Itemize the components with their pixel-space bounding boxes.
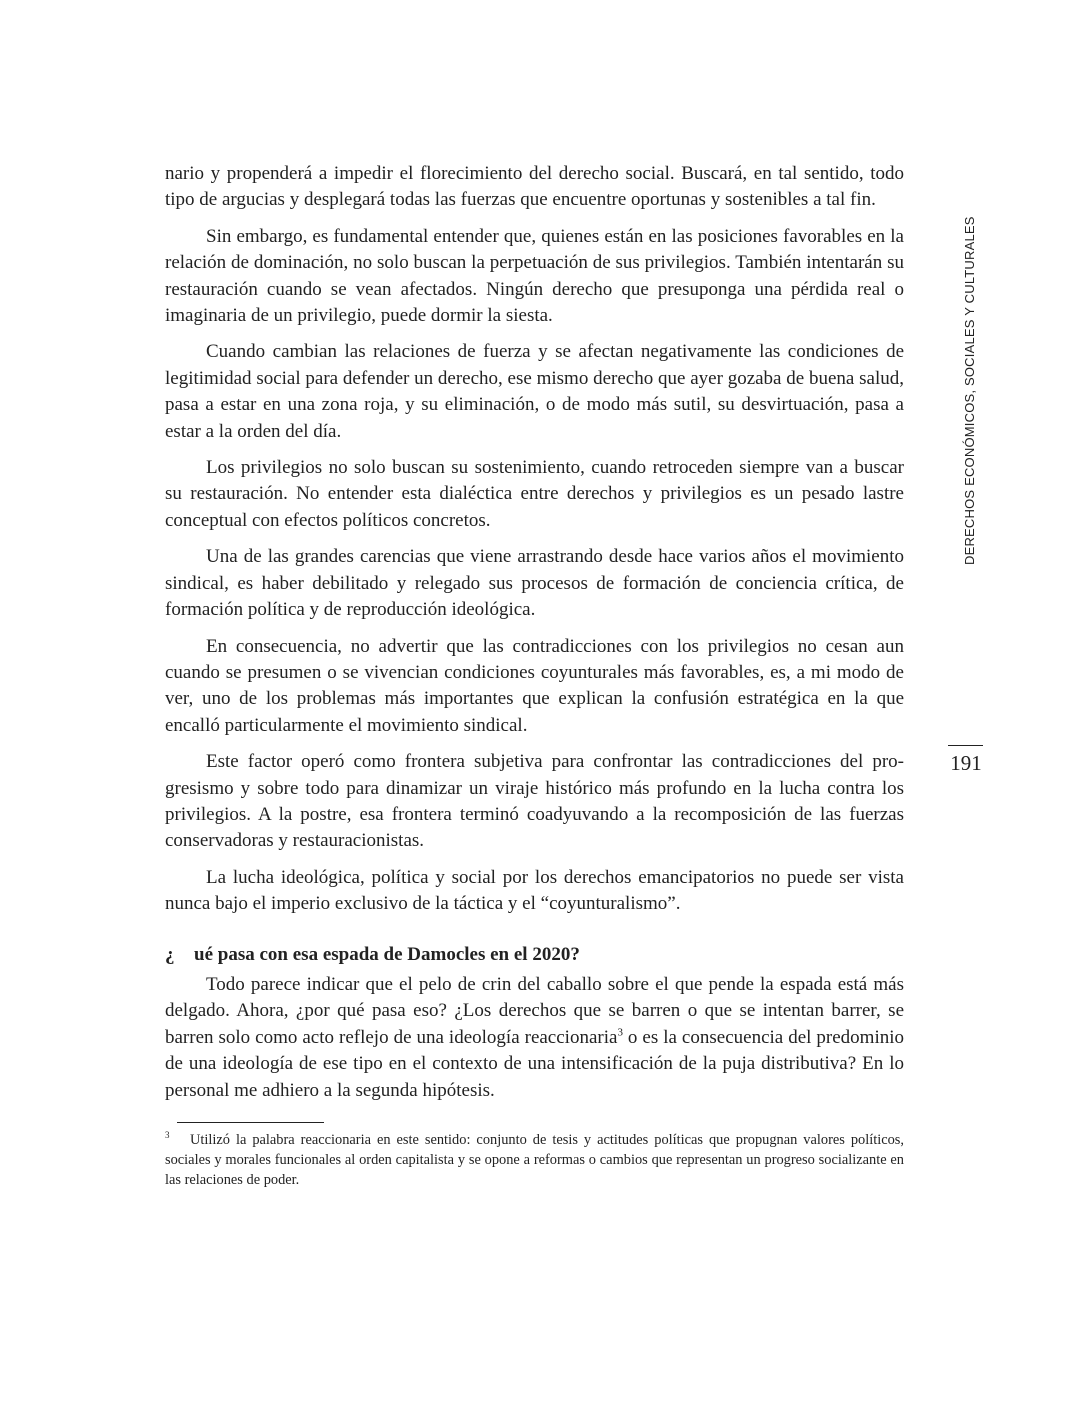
paragraph: Sin embargo, es fundamental entender que, quienes están en las posiciones favorables en la relación de dominación, no solo buscan la perpetuación de sus privilegios. También intentarán su restauración cuando se vean afectados. Ningún derecho que presuponga una pérdida real o imaginaria de un privilegio, puede dormir la siesta. [165,225,904,327]
paragraph: Cuando cambian las relaciones de fuerza y se afectan negativamente las condiciones de legitimidad social para defender un derecho, ese mismo derecho que ayer gozaba de buena salud, pasa a estar en una zona roja, y su eliminación, o de modo más sutil, su desvirtuación, pasa a estar a la orden del día. [165,341,904,442]
running-head: DERECHOS ECONÓMICOS, SOCIALES Y CULTURALES [962,216,977,565]
footnote: 3 Utilizó la palabra reaccionaria en este sentido: conjunto de tesis y actitudes políticas que propugnan valores políticos, sociales y morales funcionales al orden capitalista y se opone a reformas o cambios que representan un progreso socializante en las relaciones de poder. [165,1130,904,1188]
body-text [165,161,904,1190]
paragraph: Los privilegios no solo buscan su sostenimiento, cuando retroceden siempre van a buscar su restauración. No entender esta dialéctica entre derechos y privilegios es un pesado lastre conceptual con efectos políticos concretos. [165,457,904,531]
paragraph-text: Todo parece indicar que el pelo de crin del caballo sobre el que pende la espada está más delgado. Ahora, ¿por qué pasa eso? ¿Los derechos que se barren o que se intentan barrer, se barren solo como acto reflejo de una ideología reaccionaria [165,973,904,1048]
paragraph: La lucha ideológica, política y social por los derechos emancipatorios no puede ser vista nunca bajo el imperio exclusivo de la táctica y el “coyunturalismo”. [165,866,904,915]
footnote-reference[interactable]: 3 [617,1026,623,1039]
footnote-divider [177,1122,324,1123]
page-number-rule [948,745,983,746]
paragraph: Una de las grandes carencias que viene arrastrando desde hace varios años el movimiento sindical, es haber debilitado y relegado sus procesos de formación de conciencia crítica, de formación política y de reproducción ideológica. [165,546,904,621]
paragraph-with-footnote [165,972,904,1104]
paragraph: En consecuencia, no advertir que las contradicciones con los privilegios no cesan aun cuando se presumen o se vivencian condiciones coyunturales más favorables, es, a mi modo de ver, uno de los problemas más importantes que explican la confusión estratégica en la que encalló particularmente el movimiento sindical. [165,635,904,736]
footnote-text: Utilizó la palabra reaccionaria en este sentido: conjunto de tesis y actitudes políticas que propugnan valores políticos, sociales y morales funcionales al orden capitalista y se opone a reformas o cambios que representan un progreso socializante en las relaciones de poder. [165,1132,904,1188]
paragraph-text: o es la consecuencia del predominio de una ideología de ese tipo en el contexto de una intensificación de la puja distributiva? En lo personal me adhiero a la segunda hipótesis. [165,1026,904,1101]
section-heading: ¿  ué pasa con esa espada de Damocles en el 2020? [165,943,580,965]
page-number: 191 [950,751,982,775]
paragraph: Este factor operó como frontera subjetiva para confrontar las contradicciones del progresismo y sobre todo para dinamizar un viraje histórico más profundo en la lucha contra los privilegios. A la postre, esa frontera terminó coadyuvando a la recomposición de las fuerzas conservadoras y restauracionistas. [165,751,904,852]
paragraph-continued: nario y propenderá a impedir el florecimiento del derecho social. Buscará, en tal sentido, todo tipo de argucias y desplegará todas las fuerzas que encuentre oportunas y sostenibles a tal fin. [165,163,904,211]
